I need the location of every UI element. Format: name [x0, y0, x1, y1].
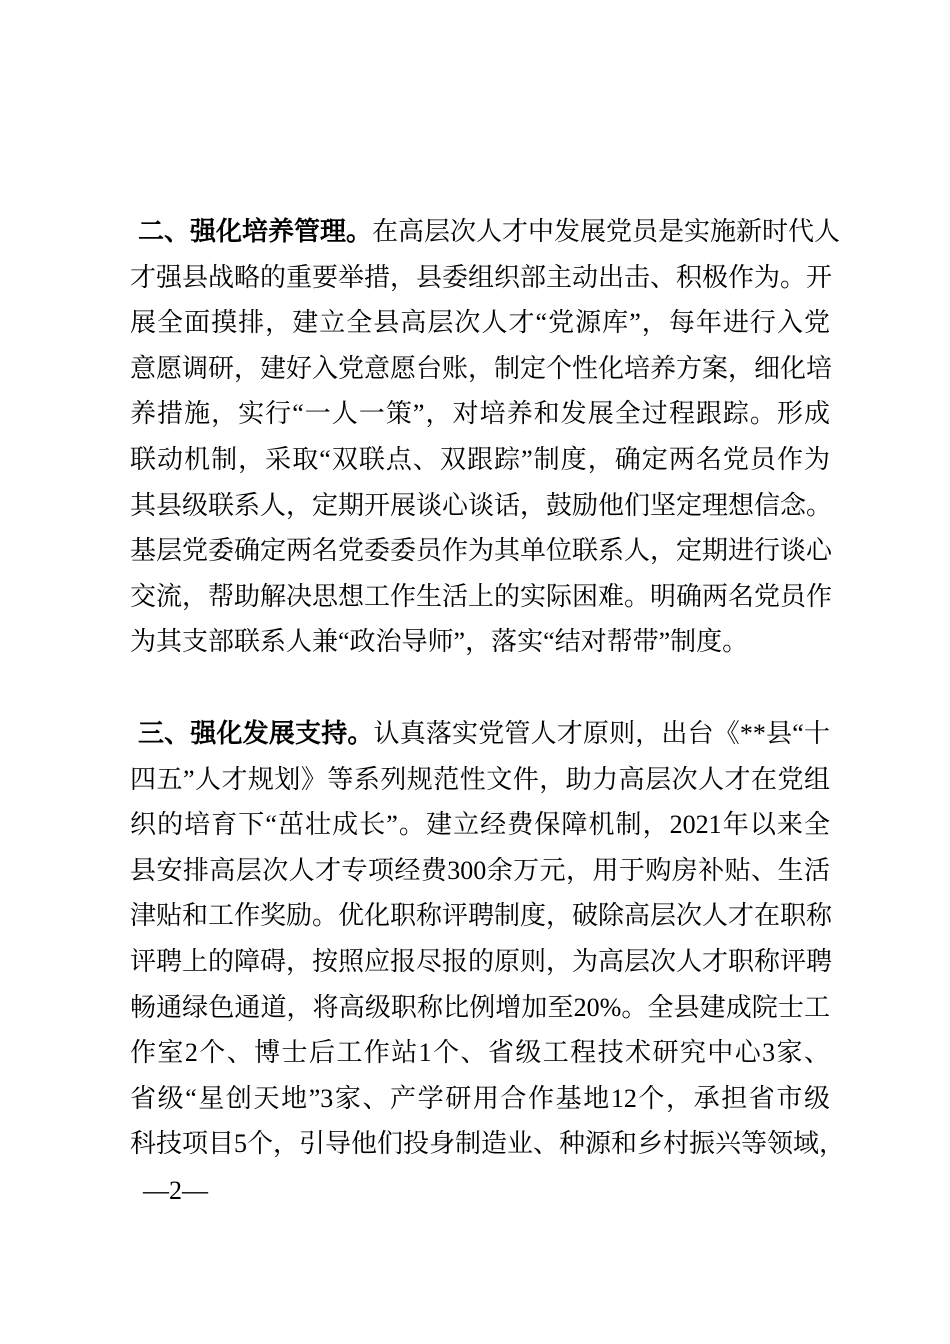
- section-heading: 三、强化发展支持。: [138, 718, 374, 748]
- paragraph-line: 意愿调研，建好入党意愿台账，制定个性化培养方案，细化培: [130, 353, 833, 383]
- paragraph-line: 县安排高层次人才专项经费300余万元，用于购房补贴、生活: [130, 855, 830, 885]
- line-text: 在高层次人才中发展党员是实施新时代人: [372, 217, 841, 246]
- paragraph-line: [130, 711, 830, 757]
- paragraph-line: 联动机制，采取“双联点、双跟踪”制度，确定两名党员作为: [130, 444, 830, 474]
- section-heading: 二、强化培养管理。: [138, 216, 373, 246]
- paragraph-line: 才强县战略的重要举措，县委组织部主动出击、积极作为。开: [130, 262, 833, 292]
- paragraph-line: 基层党委确定两名党委委员作为其单位联系人，定期进行谈心: [130, 536, 833, 566]
- paragraph-line: 畅通绿色通道，将高级职称比例增加至20%。全县建成院士工: [130, 992, 830, 1022]
- paragraph-line: 津贴和工作奖励。优化职称评聘制度，破除高层次人才在职称: [130, 901, 833, 931]
- paragraph-line: 四五”人才规划》等系列规范性文件，助力高层次人才在党组: [130, 764, 830, 794]
- paragraph-line: 养措施，实行“一人一策”，对培养和发展全过程跟踪。形成: [130, 399, 830, 429]
- paragraph-line: 评聘上的障碍，按照应报尽报的原则，为高层次人才职称评聘: [130, 946, 833, 976]
- paragraph-line: 为其支部联系人兼“政治导师”，落实“结对帮带”制度。: [130, 627, 749, 657]
- paragraph-line: 作室2个、博士后工作站1个、省级工程技术研究中心3家、: [130, 1038, 830, 1068]
- paragraph-line: 其县级联系人，定期开展谈心谈话，鼓励他们坚定理想信念。: [130, 490, 833, 520]
- section-3-paragraph: [130, 711, 846, 1167]
- paragraph-line: 省级“星创天地”3家、产学研用合作基地12个，承担省市级: [130, 1083, 830, 1113]
- page-number: —2—: [143, 1176, 208, 1205]
- paragraph-line: 展全面摸排，建立全县高层次人才“党源库”，每年进行入党: [130, 308, 830, 338]
- paragraph-line: 交流，帮助解决思想工作生活上的实际困难。明确两名党员作: [130, 581, 833, 611]
- paragraph-line: 织的培育下“茁壮成长”。建立经费保障机制，2021年以来全: [130, 810, 830, 840]
- section-2-paragraph: [130, 209, 841, 665]
- line-text: 认真落实党管人才原则，出台《**县“十: [373, 719, 830, 748]
- paragraph-line: 科技项目5个，引导他们投身制造业、种源和乡村振兴等领域，: [130, 1129, 846, 1159]
- paragraph-line: [130, 209, 841, 255]
